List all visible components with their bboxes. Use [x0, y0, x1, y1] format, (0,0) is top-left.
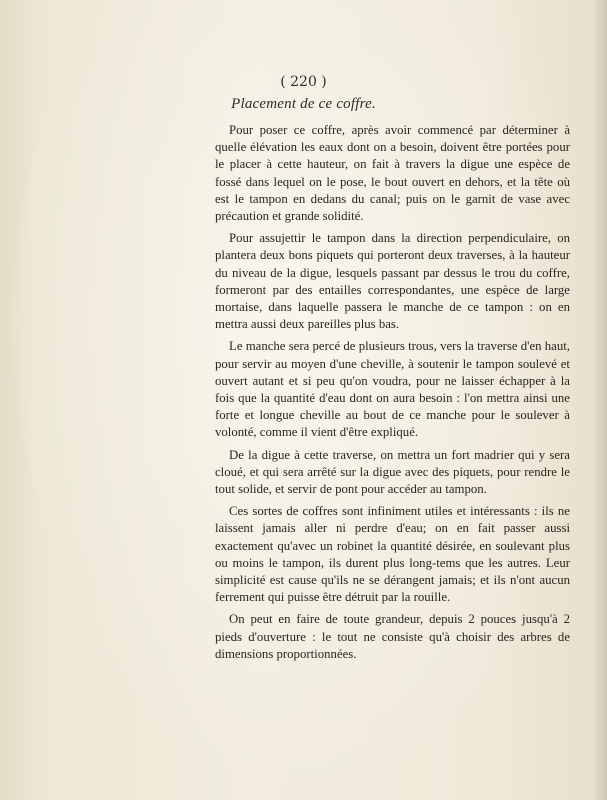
paragraph: Ces sortes de coffres sont infiniment utiles et intéressants : ils ne laissent jamais aller ni perdre d'eau; on en fait passer aussi exactement qu'avec un robinet la quantité désirée, en soulevant plus ou moins le tampon, ils durent plus long-tems que les autres. Leur simplicité est cause qu'ils ne se dérangent jamais; et ils n'ont aucun ferrement qui puisse être détruit par la rouille.	[215, 504, 570, 605]
section-title: Placement de ce coffre.	[231, 96, 376, 112]
page-edge-shadow	[593, 0, 607, 800]
paragraph: Pour assujettir le tampon dans la direction perpendiculaire, on plantera deux bons piquets qui porteront deux traverses, à la hauteur du niveau de la digue, lesquels passant par dessus le trou du coffre, formeront par des entailles correspondantes, une espèce de large mortaise, dans laquelle passera le manche de ce tampon : on en mettra aussi deux pareilles plus bas.	[215, 231, 570, 332]
paragraph: On peut en faire de toute grandeur, depuis 2 pouces jusqu'à 2 pieds d'ouverture : le tout ne consiste qu'à choisir des arbres de dimensions proportionnées.	[215, 612, 570, 661]
paragraph: Pour poser ce coffre, après avoir commencé par déterminer à quelle élévation les eaux dont on a besoin, doivent être portées pour le placer à cette hauteur, on fait à travers la digue une espèce de fossé dans lequel on le pose, le bout ouvert en dehors, et la tête où est le tampon en dedans du canal; puis on le garnit de vase avec précaution et grande solidité.	[215, 123, 570, 224]
paragraph: De la digue à cette traverse, on mettra un fort madrier qui y sera cloué, et qui sera arrêté sur la digue avec des piquets, pour rendre le tout solide, et servir de pont pour accéder au tampon.	[215, 447, 570, 497]
page-number: ( 220 )	[280, 74, 327, 90]
body-text	[215, 118, 570, 668]
paragraph: Le manche sera percé de plusieurs trous, vers la traverse d'en haut, pour servir au moyen d'une cheville, à soutenir le tampon soulevé et ouvert autant et si peu qu'on voudra, pour ne laisser échapper à la fois que la quantité d'eau dont on aura besoin : l'on mettra ainsi une forte et longue cheville au bout de ce manche pour le soulever à volonté, comme il vient d'être expliqué.	[215, 339, 570, 440]
